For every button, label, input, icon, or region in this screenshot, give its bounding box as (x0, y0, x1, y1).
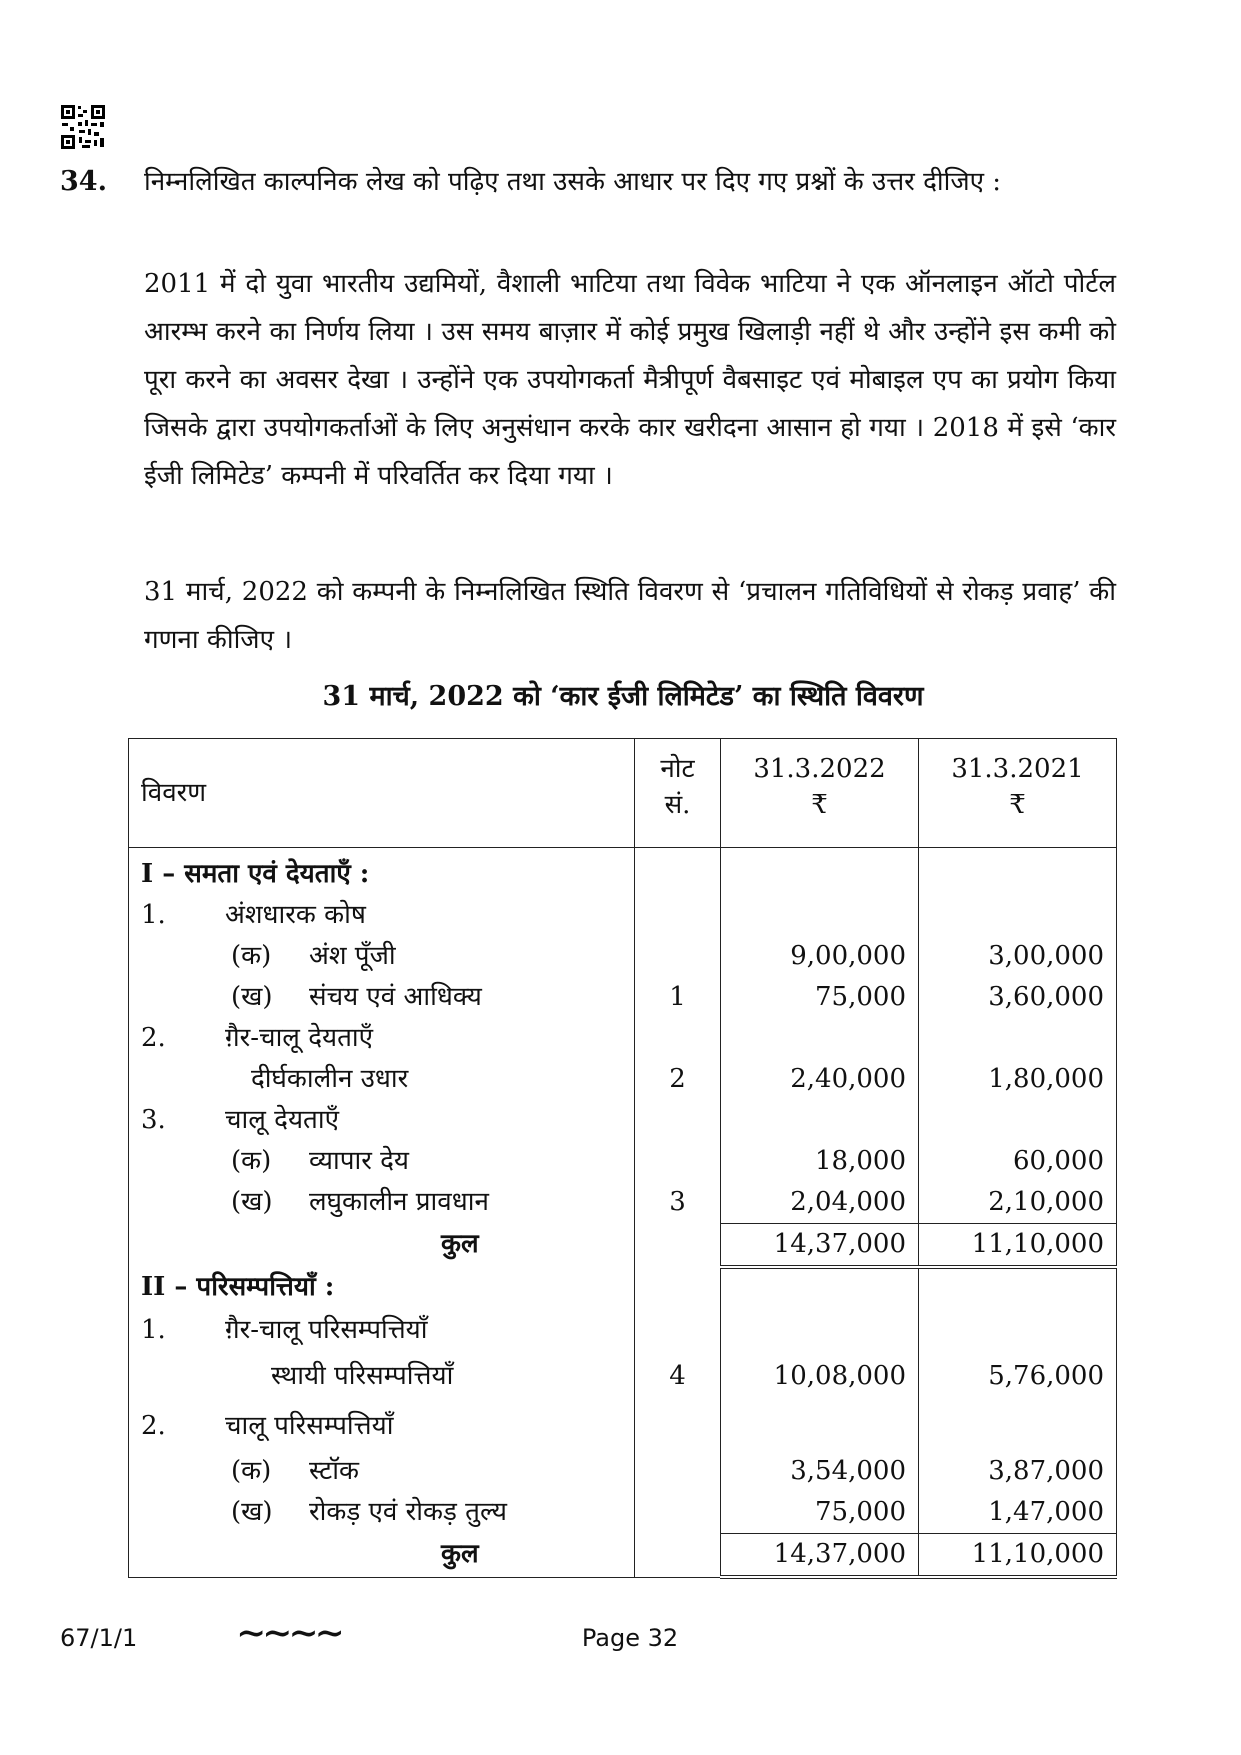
shareholders-funds: अंशधारक कोष (225, 900, 366, 930)
fixed-assets-2022: 10,08,000 (721, 1351, 919, 1401)
table-row: दीर्घकालीन उधार 2 2,40,000 1,80,000 (129, 1059, 1117, 1100)
page-number: Page 32 (581, 1624, 679, 1652)
table-row: 2. ग़ैर-चालू देयताएँ (129, 1018, 1117, 1059)
table-row: 2. चालू परिसम्पत्तियाँ (129, 1401, 1117, 1451)
st-provisions-2021: 2,10,000 (919, 1182, 1117, 1224)
equity-heading: I – समता एवं देयताएँ : (141, 859, 370, 889)
assets-total-row: कुल 14,37,000 11,10,000 (129, 1534, 1117, 1578)
header-particulars: विवरण (129, 739, 635, 848)
lt-borrowings-2021: 1,80,000 (919, 1059, 1117, 1100)
table-row: (ख) संचय एवं आधिक्य 1 75,000 3,60,000 (129, 977, 1117, 1018)
short-term-provisions-label: लघुकालीन प्रावधान (309, 1187, 489, 1217)
question-number: 34. (60, 166, 107, 197)
balance-sheet-table (128, 738, 1117, 1579)
payables-2022: 18,000 (721, 1141, 919, 1182)
equity-total-2021: 11,10,000 (919, 1224, 1117, 1268)
lt-borrowings-2022: 2,40,000 (721, 1059, 919, 1100)
wave-ornament: ∼∼∼∼ (236, 1612, 341, 1654)
question-intro: निम्नलिखित काल्पनिक लेख को पढ़िए तथा उसके आधार पर दिए गए प्रश्नों के उत्तर दीजिए : (144, 167, 1002, 197)
stock-2022: 3,54,000 (721, 1451, 919, 1492)
share-capital-2022: 9,00,000 (721, 936, 919, 977)
non-current-liabilities: ग़ैर-चालू देयताएँ (225, 1023, 374, 1053)
table-row (129, 848, 1117, 896)
table-row (129, 1267, 1117, 1310)
table-row: (ख) लघुकालीन प्रावधान 3 2,04,000 2,10,000 (129, 1182, 1117, 1224)
cash-2021: 1,47,000 (919, 1492, 1117, 1534)
stock-2021: 3,87,000 (919, 1451, 1117, 1492)
paper-code: 67/1/1 (60, 1624, 138, 1652)
balance-sheet (128, 738, 1116, 1579)
case-passage: 2011 में दो युवा भारतीय उद्यमियों, वैशाली भाटिया तथा विवेक भाटिया ने एक ऑनलाइन ऑटो पोर्टल आरम्भ करने का निर्णय लिया । उस समय बाज़ार में कोई प्रमुख खिलाड़ी नहीं थे और उन्होंने इस कमी को पूरा करने का अवसर देखा । उन्होंने एक उपयोगकर्ता मैत्रीपूर्ण वैबसाइट एवं मोबाइल एप का प्रयोग किया जिसके द्वारा उपयोगकर्ताओं के लिए अनुसंधान करके कार खरीदना आसान हो गया । 2018 में इसे ‘कार ईजी लिमिटेड’ कम्पनी में परिवर्तित कर दिया गया । (144, 269, 1116, 491)
cash-label: रोकड़ एवं रोकड़ तुल्य (309, 1497, 507, 1527)
table-row: 3. चालू देयताएँ (129, 1100, 1117, 1141)
table-row: (क) स्टॉक 3,54,000 3,87,000 (129, 1451, 1117, 1492)
equity-total-2022: 14,37,000 (721, 1224, 919, 1268)
assets-total-2021: 11,10,000 (919, 1534, 1117, 1578)
cash-2022: 75,000 (721, 1492, 919, 1534)
header-2021: 31.3.2021 ₹ (919, 739, 1117, 848)
reserves-label: संचय एवं आधिक्य (309, 982, 482, 1012)
stock-label: स्टॉक (309, 1456, 359, 1486)
table-row: (क) व्यापार देय 18,000 60,000 (129, 1141, 1117, 1182)
trade-payables-label: व्यापार देय (309, 1146, 409, 1176)
assets-heading: II – परिसम्पत्तियाँ : (141, 1272, 335, 1302)
question-task: 31 मार्च, 2022 को कम्पनी के निम्नलिखित स्थिति विवरण से ‘प्रचालन गतिविधियों से रोकड़ प्रवाह’ की गणना कीजिए । (144, 577, 1116, 655)
balance-sheet-title: 31 मार्च, 2022 को ‘कार ईजी लिमिटेड’ का स्थिति विवरण (322, 681, 924, 712)
table-row: (क) अंश पूँजी 9,00,000 3,00,000 (129, 936, 1117, 977)
table-row: स्थायी परिसम्पत्तियाँ 4 10,08,000 5,76,000 (129, 1351, 1117, 1401)
table-row: 1. अंशधारक कोष (129, 895, 1117, 936)
st-provisions-2022: 2,04,000 (721, 1182, 919, 1224)
fixed-assets-2021: 5,76,000 (919, 1351, 1117, 1401)
payables-2021: 60,000 (919, 1141, 1117, 1182)
assets-total-2022: 14,37,000 (721, 1534, 919, 1578)
reserves-2021: 3,60,000 (919, 977, 1117, 1018)
long-term-borrowings-label: दीर्घकालीन उधार (251, 1064, 409, 1094)
current-liabilities: चालू देयताएँ (225, 1105, 339, 1135)
qr-code-icon (60, 104, 106, 150)
current-assets: चालू परिसम्पत्तियाँ (225, 1411, 394, 1441)
share-capital-label: अंश पूँजी (309, 941, 396, 971)
fixed-assets-label: स्थायी परिसम्पत्तियाँ (271, 1361, 454, 1391)
equity-total-row: कुल 14,37,000 11,10,000 (129, 1224, 1117, 1268)
reserves-2022: 75,000 (721, 977, 919, 1018)
table-row: 1. ग़ैर-चालू परिसम्पत्तियाँ (129, 1310, 1117, 1351)
share-capital-2021: 3,00,000 (919, 936, 1117, 977)
header-2022: 31.3.2022 ₹ (721, 739, 919, 848)
header-note: नोट सं. (635, 739, 721, 848)
non-current-assets: ग़ैर-चालू परिसम्पत्तियाँ (225, 1315, 428, 1345)
table-header-row (129, 739, 1117, 848)
table-row: (ख) रोकड़ एवं रोकड़ तुल्य 75,000 1,47,000 (129, 1492, 1117, 1534)
